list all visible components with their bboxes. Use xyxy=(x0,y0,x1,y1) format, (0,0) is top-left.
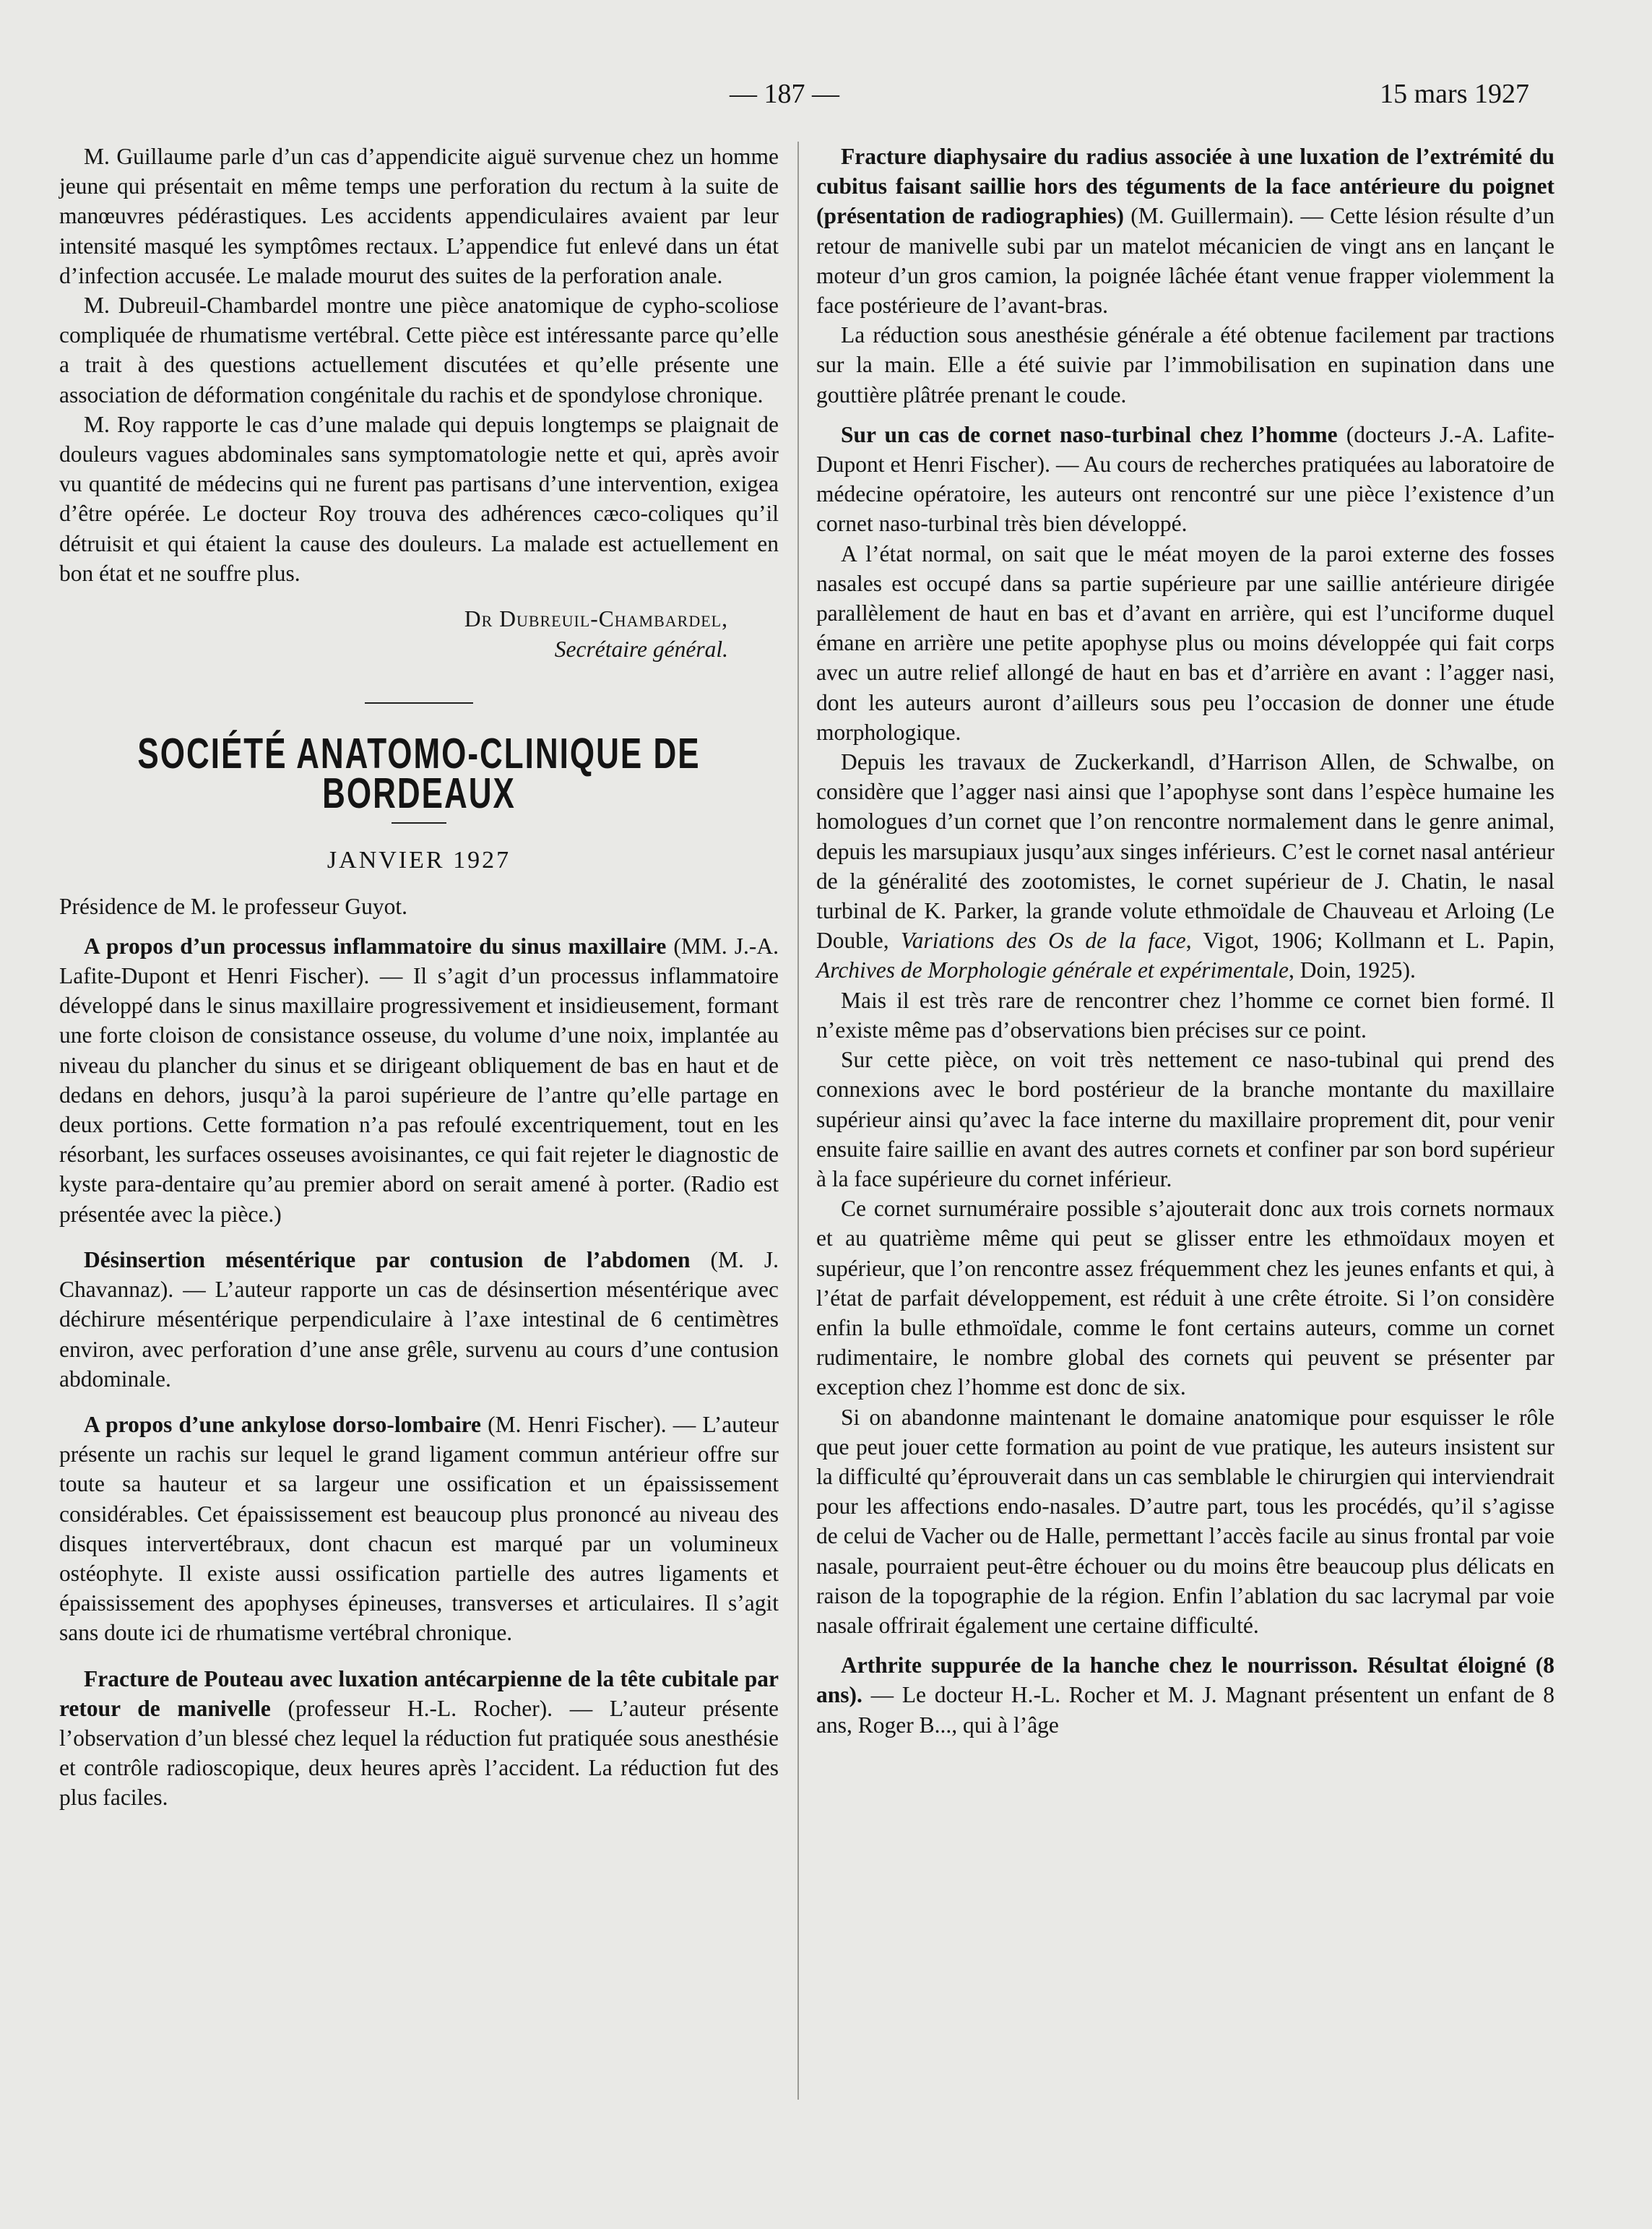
issue-date: 15 mars 1927 xyxy=(1380,79,1529,109)
article-body: (MM. J.-A. Lafite-Dupont et Henri Fischer). — Il s’agit d’un processus inflammatoire développé dans le sinus maxillaire progressivement et insidieusement, formant une forte cloison de consistance osseuse, du volume d’une noix, implantée au niveau du plancher du sinus et se dirigeant obliquement de bas en haut et de dedans en dehors, jusqu’à la paroi supérieure de l’antre qu’elle partage en deux portions. Cette formation n’a pas refoulé excentriquement, tout en les résorbant, les surfaces osseuses avoisinantes, ce qui fait rejeter le diagnostic de kyste para-dentaire qu’au premier abord on serait amené à porter. (Radio est présentée avec la pièce.) xyxy=(59,933,779,1227)
paragraph-reduction: La réduction sous anesthésie générale a été obtenue facilement par tractions sur la main. Elle a été suivie par l’immobilisation en supination dans une gouttière plâtrée prenant le coude. xyxy=(816,322,1554,408)
page-header xyxy=(0,78,1652,121)
article-body: (M. Henri Fischer). — L’auteur présente un rachis sur lequel le grand ligament commun antérieur offre sur toute sa hauteur et sa largeur une ossification et un épaississement considérables. Cet épaississement est beaucoup plus prononcé au niveau des disques intervertébraux, dont chacun est marqué par un volumineux ostéophyte. Il existe aussi ossification partielle des autres ligaments et épaississement des apophyses épineuses, transverses et articulaires. Il s’agit sans doute ici de rhumatisme vertébral chronique. xyxy=(59,1411,779,1646)
article-arthrite xyxy=(816,1650,1554,1740)
paragraph-travaux xyxy=(816,747,1554,986)
paragraph-text: , Doin, 1925). xyxy=(1288,957,1416,983)
article-cornet-naso-turbinal xyxy=(816,420,1554,539)
article-body: — Le docteur H.-L. Rocher et M. J. Magnant présentent un enfant de 8 ans, Roger B..., qui à l’âge xyxy=(816,1682,1554,1738)
citation-title: Archives de Morphologie générale et expérimentale xyxy=(816,957,1289,983)
article-title: Fracture diaphysaire du radius associée à une luxation de l’extrémité du cubitus faisant saillie hors des téguments de la face antérieure du poignet (présentation de radiographies) xyxy=(816,144,1554,229)
paragraph-text: , Vigot, 1906; Kollmann et L. Papin, xyxy=(1185,928,1554,954)
left-column xyxy=(59,142,779,1813)
paragraph-surnumeraire: Ce cornet surnuméraire possible s’ajouterait donc aux trois cornets normaux et au quatrième même qui peut se glisser entre les ethmoïdaux moyen et supérieur, que l’on rencontre assez fréquemment chez les jeunes enfants et qui, à l’état de parfait développement, est réduit à une crête étroite. Si l’on considère enfin la bulle ethmoïdale, comme le font certains auteurs, comme un cornet rudimentaire, le nombre global des cornets qui peuvent se présenter par exception chez l’homme est donc de six. xyxy=(816,1196,1554,1400)
article-desinsertion xyxy=(59,1245,779,1394)
paragraph-roy: M. Roy rapporte le cas d’une malade qui depuis longtemps se plaignait de douleurs vagues abdominales sans symptomatologie nette et qui, après avoir vu quantité de médecins qui ne furent pas partisans d’une intervention, exigea d’être opérée. Le docteur Roy trouva des adhérences cæco-coliques qu’il détruisit et qui étaient la cause des douleurs. La malade est actuellement en bon état et ne souffre plus. xyxy=(59,411,779,586)
article-title: A propos d’un processus inflammatoire du sinus maxillaire xyxy=(84,933,667,959)
article-title: A propos d’une ankylose dorso-lombaire xyxy=(84,1411,482,1437)
signature-name: Dr Dubreuil-Chambardel, xyxy=(464,606,728,632)
right-column xyxy=(816,142,1554,1740)
paragraph-pratique: Si on abandonne maintenant le domaine anatomique pour esquisser le rôle que peut jouer cette formation au point de vue pratique, les auteurs insistent sur la difficulté qu’éprouverait dans un cas semblable le chirurgien qui interviendrait pour les affections endo-nasales. D’autre part, tous les procédés, qu’il s’agisse de celui de Vacher ou de Halle, permettant l’accès facile au sinus frontal par voie nasale, pourraient peut-être échouer ou du moins être beaucoup plus délicats en raison de la topographie de la région. Enfin l’ablation du sac lacrymal par voie nasale offrirait également une certaine difficulté. xyxy=(816,1404,1554,1638)
society-title: SOCIÉTÉ ANATOMO-CLINIQUE DE BORDEAUX xyxy=(137,730,701,818)
paragraph-text: Depuis les travaux de Zuckerkandl, d’Harrison Allen, de Schwalbe, on considère que l’agger nasi ainsi que l’apophyse sont dans l’espèce humaine les homologues d’un cornet que l’on rencontre normalement dans le genre animal, depuis les marsupiaux jusqu’aux singes inférieurs. C’est le cornet nasal antérieur de la généralité des zootomistes, le cornet supérieur de J. Chatin, le nasal turbinal de K. Parker, la grande volute ethmoïdale de Chauveau et Arloing (Le Double, xyxy=(816,749,1554,954)
article-ankylose xyxy=(59,1410,779,1648)
citation-title: Variations des Os de la face xyxy=(900,928,1186,954)
session-month: JANVIER 1927 xyxy=(326,847,511,874)
signature xyxy=(59,604,728,665)
article-fracture-radius xyxy=(816,142,1554,320)
article-title: Désinsertion mésentérique par contusion de l’abdomen xyxy=(84,1246,691,1272)
article-title: Fracture de Pouteau avec luxation antécarpienne de la tête cubitale par retour de manivelle xyxy=(59,1665,779,1721)
presidence-line: Présidence de M. le professeur Guyot. xyxy=(59,893,407,919)
paragraph-guillaume: M. Guillaume parle d’un cas d’appendicite aiguë survenue chez un homme jeune qui présentait en même temps une perforation du rectum à la suite de manœuvres pédérastiques. Les accidents appendiculaires avaient par leur intensité masqué les symptômes rectaux. L’appendice fut enlevé dans un état d’infection accusée. Le malade mourut des suites de la perforation anale. xyxy=(59,144,779,288)
page-number: — 187 — xyxy=(730,79,839,109)
article-body: (docteurs J.-A. Lafite-Dupont et Henri Fischer). — Au cours de recherches pratiquées au laboratoire de médecine opératoire, les auteurs ont rencontré sur une pièce l’existence d’un cornet naso-turbinal très bien développé. xyxy=(816,421,1554,537)
column-divider xyxy=(797,142,799,2100)
article-fracture-pouteau xyxy=(59,1664,779,1813)
article-body: (M. Guillermain). — Cette lésion résulte d’un retour de manivelle subi par un matelot mécanicien de vingt ans en lançant le moteur d’un gros camion, la poignée lâchée étant venue frapper violemment la face postérieure de l’avant-bras. xyxy=(816,203,1554,319)
signature-role: Secrétaire général. xyxy=(554,637,728,663)
article-sinus-maxillaire xyxy=(59,931,779,1229)
paragraph-piece: Sur cette pièce, on voit très nettement ce naso-tubinal qui prend des connexions avec le bord postérieur de la branche montante du maxillaire supérieur ainsi qu’avec la face interne du maxillaire proprement dit, pour venir ensuite faire saillie en avant des autres cornets et confiner par son bord supérieur à la face supérieure du cornet inférieur. xyxy=(816,1047,1554,1191)
article-title: Arthrite suppurée de la hanche chez le nourrisson. Résultat éloigné (8 ans). xyxy=(816,1652,1554,1708)
paragraph-etat-normal: A l’état normal, on sait que le méat moyen de la paroi externe des fosses nasales est occupé dans sa partie supérieure par une saillie antérieure dirigée parallèlement de haut en bas et d’avant en arrière, qui est l’unciforme duquel émane en arrière une petite apophyse plus ou moins développée qui fait corps avec un autre relief allongé de haut en bas et d’arrière en avant : l’agger nasi, dont les auteurs auront d’ailleurs sous peu l’occasion de donner une étude morphologique. xyxy=(816,540,1554,745)
title-rule xyxy=(392,822,446,824)
section-rule xyxy=(365,702,473,704)
paragraph-dubreuil: M. Dubreuil-Chambardel montre une pièce anatomique de cypho-scoliose compliquée de rhumatisme vertébral. Cette pièce est intéressante parce qu’elle a trait à des questions actuellement discutées et qu’elle présente une association de déformation congénitale du rachis et de spondylose chronique. xyxy=(59,293,779,408)
article-title: Sur un cas de cornet naso-turbinal chez l’homme xyxy=(841,421,1338,447)
paragraph-rare: Mais il est très rare de rencontrer chez l’homme ce cornet bien formé. Il n’existe même pas d’observations bien précises sur ce point. xyxy=(816,987,1554,1043)
article-body: (M. J. Chavannaz). — L’auteur rapporte un cas de désinsertion mésentérique avec déchirure mésentérique perpendiculaire à l’axe intestinal de 6 centimètres environ, avec perforation d’une anse grêle, survenu au cours d’une contusion abdominale. xyxy=(59,1246,779,1392)
article-body: (professeur H.-L. Rocher). — L’auteur présente l’observation d’un blessé chez lequel la réduction fut pratiquée sous anesthésie et contrôle radioscopique, deux heures après l’accident. La réduction fut des plus faciles. xyxy=(59,1695,779,1811)
